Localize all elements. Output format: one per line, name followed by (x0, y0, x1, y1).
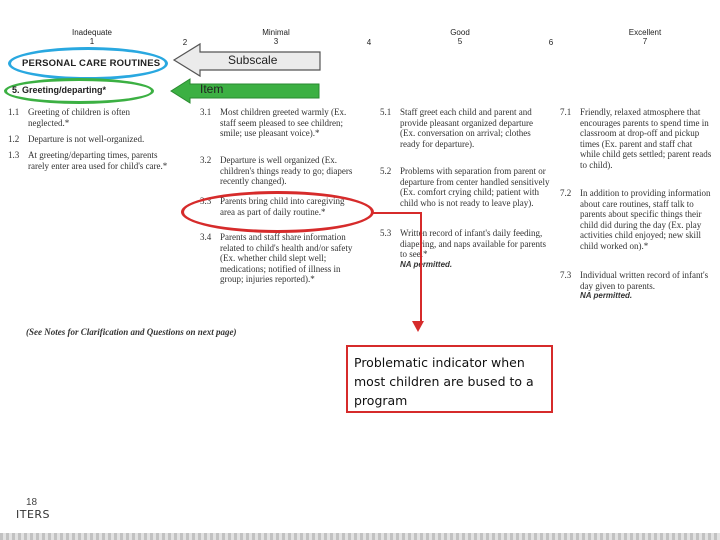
indicator-text: Departure is not well-organized. (28, 134, 145, 144)
indicator-number: 1.1 (8, 107, 20, 117)
subscale-title: PERSONAL CARE ROUTINES (22, 58, 161, 69)
indicator-number: 7.1 (560, 107, 572, 117)
na-permitted-note: NA permitted. (400, 259, 453, 269)
indicator-7-2 (560, 188, 712, 251)
indicator-7-1 (560, 107, 712, 170)
page-edge-divider (0, 533, 720, 540)
indicator-text: Problems with separation from parent or departure from center handled sensitively (Ex. comfort crying child; patient with child who is not ready to leave play). (400, 166, 550, 208)
item-arrow-label: Item (200, 82, 224, 96)
item-title: 5. Greeting/departing* (12, 85, 107, 95)
clarification-note: (See Notes for Clarification and Questions on next page) (26, 327, 237, 337)
indicator-text: In addition to providing information about care routines, staff talk to parents about specific things their child did during the day (Ex. play activities child enjoyed; new skill child worked on).* (580, 188, 711, 251)
scale-number: 6 (548, 38, 554, 47)
indicator-text: Most children greeted warmly (Ex. staff seem pleased to see children; smile; use pleasant voice).* (220, 107, 347, 138)
subscale-arrow-label: Subscale (228, 53, 278, 67)
indicator-text: Written record of infant's daily feeding, diapering, and naps available for parents to see.* (400, 228, 546, 259)
scale-number: 4 (366, 38, 372, 47)
indicator-text: Parents and staff share information related to child's health and/or safety (Ex. whether child slept well; medications; notified of illness in group; injuries reported).* (220, 232, 353, 284)
indicator-number: 1.3 (8, 150, 20, 160)
scale-number: 3 (273, 37, 279, 46)
indicator-number: 3.2 (200, 155, 212, 165)
scale-number: 7 (642, 37, 648, 46)
callout-arrow-icon (371, 211, 425, 333)
indicator-text: Individual written record of infant's day given to parents. (580, 270, 709, 291)
na-permitted-note: NA permitted. (580, 291, 633, 300)
indicator-number: 5.1 (380, 107, 392, 117)
indicator-number: 5.2 (380, 166, 392, 176)
indicator-1-3 (8, 150, 173, 171)
indicator-number: 7.2 (560, 188, 572, 198)
indicator-3-1 (200, 107, 362, 139)
indicator-3-2 (200, 155, 362, 187)
indicator-3-4 (200, 232, 362, 285)
iters-logo: ITERS (16, 508, 51, 521)
indicator-text: At greeting/departing times, parents rarely enter area used for child's care.* (28, 150, 168, 171)
indicator-number: 3.4 (200, 232, 212, 242)
indicator-7-3 (560, 270, 712, 302)
indicator-1-1 (8, 107, 173, 128)
scale-label: Excellent (628, 28, 662, 37)
indicator-number: 5.3 (380, 228, 392, 238)
page-number: 18 (26, 497, 38, 508)
indicator-number: 1.2 (8, 134, 20, 144)
item-arrow-icon (170, 78, 320, 104)
indicator-5-2 (380, 166, 550, 208)
problem-indicator-highlight-oval (181, 191, 374, 233)
indicator-5-1 (380, 107, 550, 149)
indicator-text: Staff greet each child and parent and provide pleasant organized departure (Ex. conversation on arrival; clothes ready for departure). (400, 107, 534, 149)
scale-1 (62, 28, 122, 46)
scale-label: Minimal (262, 28, 290, 37)
scale-4 (354, 38, 384, 47)
callout-box: Problematic indicator when most children are bused to a program (346, 345, 553, 413)
indicator-text: Friendly, relaxed atmosphere that encourages parents to spend time in classroom at drop-off and pickup times (Ex. parent and staff chat while child gets settled; parent reads to child). (580, 107, 712, 170)
scale-6 (536, 38, 566, 47)
indicator-number: 3.1 (200, 107, 212, 117)
indicator-text: Greeting of children is often neglected.* (28, 107, 130, 128)
indicator-number: 7.3 (560, 270, 572, 280)
scale-number: 5 (457, 37, 463, 46)
indicator-text: Departure is well organized (Ex. children's things ready to go; diapers recently changed). (220, 155, 353, 186)
indicator-text: Parents bring child into caregiving area as part of daily routine.* (220, 196, 345, 217)
scale-7 (616, 28, 674, 46)
scale-number: 1 (89, 37, 95, 46)
scale-label: Good (450, 28, 470, 37)
scale-number: 2 (182, 38, 188, 47)
scale-label: Inadequate (71, 28, 113, 37)
indicator-number: 3.3 (200, 196, 212, 206)
scale-5 (434, 28, 486, 46)
indicator-1-2 (8, 134, 173, 145)
